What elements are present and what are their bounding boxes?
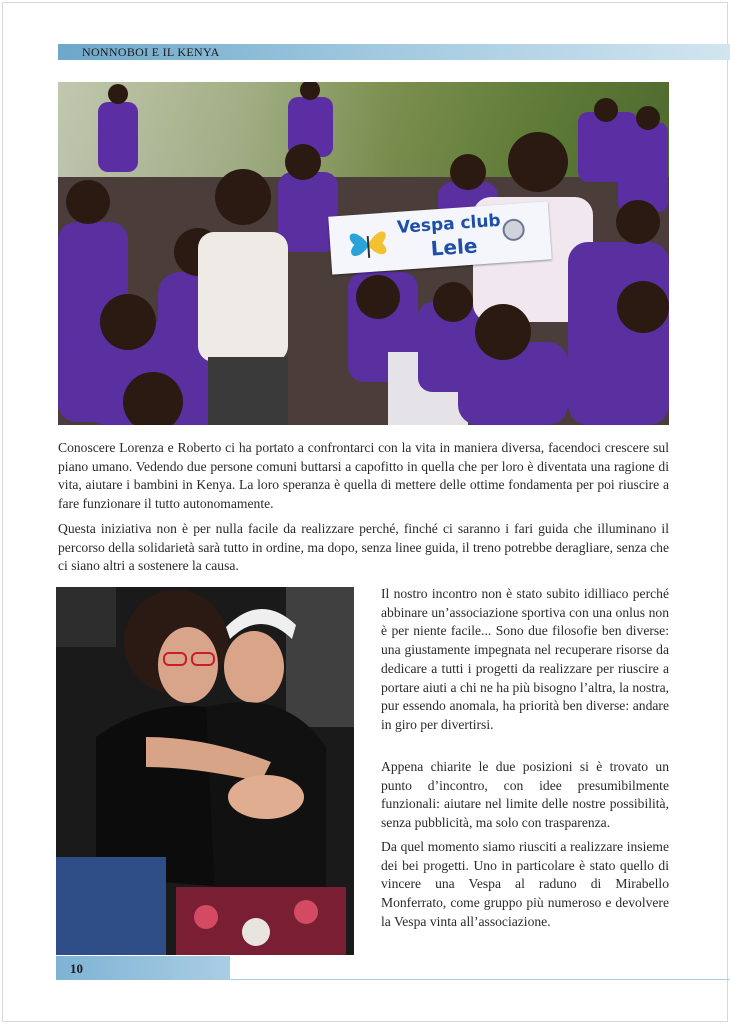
club-seal-icon bbox=[501, 217, 527, 243]
footer-line bbox=[230, 979, 730, 980]
page-number: 10 bbox=[70, 961, 83, 976]
paragraph-agreement: Appena chiarite le due posizioni si è trovato un punto d’incontro, con idee presumibilmente funzionali: aiutare nel limite delle nostre possibilità, senza pubblicità, ma solo con trasparenza. bbox=[381, 759, 669, 831]
butterfly-logo-icon bbox=[343, 220, 394, 267]
paragraph-initiative: Questa iniziativa non è per nulla facile da realizzare perché, finché ci saranno i fari guida che illuminano il percorso della solidarietà sarà tutto in ordine, ma dopo, senza linee guida, il treno potrebbe deragliare, senza che ci siano altri a sostenere la causa. bbox=[58, 521, 669, 573]
paragraph-intro: Conoscere Lorenza e Roberto ci ha portato a confrontarci con la vita in maniera diversa, facendoci crescere sul piano umano. Vedendo due persone comuni buttarsi a capofitto in quella che per loro è diventata una ragione di vita, aiutare i bambini in Kenya. La loro speranza è quella di mettere delle ottime fondamenta per poi riuscire a fare funzionare il tutto autonomamente. bbox=[58, 440, 669, 511]
banner-line-1: Vespa club bbox=[396, 210, 502, 238]
banner-line-2: Lele bbox=[429, 233, 479, 261]
running-header: NONNOBOI E IL KENYA bbox=[82, 45, 220, 59]
paragraph-meeting: Il nostro incontro non è stato subito idilliaco perché abbinare un’associazione sportiva con una onlus non è per niente facile... Sono due filosofie ben diverse: una giustamente impegnata nel recuperare risorse da dedicare a tutti i progetti da realizzare per riuscire a portare aiuti a chi ne ha più bisogno l’altra, la nostra, pur essendo anomala, ha priorità ben diverse: andare in giro per divertirsi. bbox=[381, 586, 669, 732]
two-women-illustration bbox=[56, 587, 354, 955]
two-women-photo bbox=[56, 587, 354, 955]
children-group-photo bbox=[58, 82, 669, 425]
paragraph-projects: Da quel momento siamo riusciti a realizzare insieme dei bei progetti. Uno in particolare è stato quello di vincere una Vespa al raduno di Mirabello Monferrato, come gruppo più numeroso e devolvere la Vespa vinta all’associazione. bbox=[381, 839, 669, 929]
